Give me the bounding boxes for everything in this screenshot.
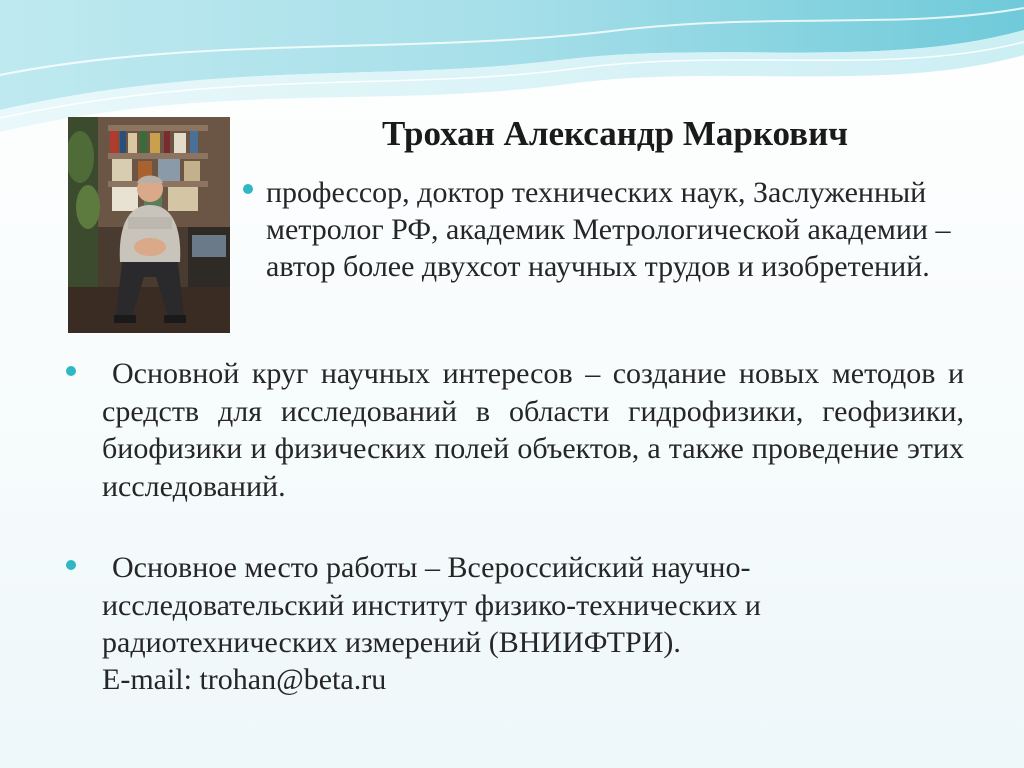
intro-paragraph: профессор, доктор технических наук, Заслуженный метролог РФ, академик Метрологической академии – автор более двухсот научных трудов и изобретений.	[266, 176, 951, 283]
research-interests-paragraph: Основной круг научных интересов – создание новых методов и средств для исследований в области гидрофизики, геофизики, биофизики и физических полей объектов, а также проведение этих исследований.	[102, 357, 964, 503]
bullet-icon	[243, 184, 253, 194]
workplace-paragraph: Основное место работы – Всероссийский научно-исследовательский институт физико-технических и радиотехнических измерений (ВНИИФТРИ).	[102, 551, 761, 659]
portrait-photo	[68, 117, 230, 333]
email-contact: E-mail: trohan@beta.ru	[102, 663, 387, 696]
bullet-icon	[66, 366, 76, 376]
bullet-icon	[66, 560, 76, 570]
slide-title: Трохан Александр Маркович	[382, 114, 848, 153]
